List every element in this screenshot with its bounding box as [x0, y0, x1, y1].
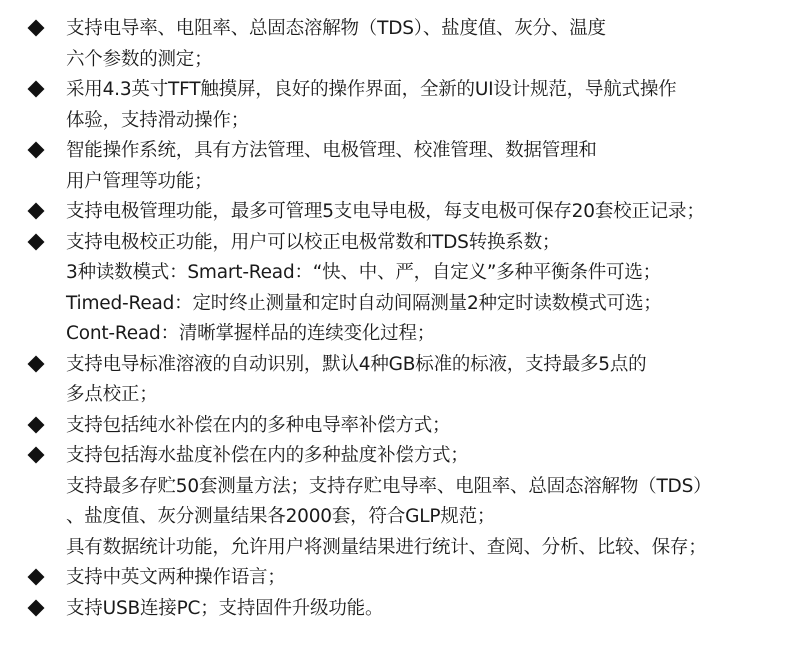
list-item	[0, 14, 790, 45]
list-item	[0, 289, 790, 320]
list-item-text: Timed-Read：定时终止测量和定时自动间隔测量2种定时读数模式可选；	[66, 292, 662, 314]
list-item-text: 支持包括海水盐度补偿在内的多种盐度补偿方式；	[66, 445, 469, 466]
list-item	[0, 411, 790, 442]
list-item	[0, 563, 790, 594]
list-item-text: 采用4.3英寸TFT触摸屏，良好的操作界面，全新的UI设计规范，导航式操作	[66, 79, 677, 100]
list-item	[0, 594, 790, 625]
list-item-text: 六个参数的测定；	[66, 48, 213, 70]
list-item-text: 支持包括纯水补偿在内的多种电导率补偿方式；	[66, 414, 451, 436]
list-item	[0, 45, 790, 76]
list-item	[0, 228, 790, 259]
list-item	[0, 472, 790, 503]
diamond-bullet-icon	[29, 21, 43, 35]
list-item	[0, 75, 790, 106]
list-item	[0, 319, 790, 350]
list-item-text: 具有数据统计功能，允许用户将测量结果进行统计、查阅、分析、比较、保存；	[66, 536, 707, 558]
list-item-text: 支持电导率、电阻率、总固态溶解物（TDS）、盐度值、灰分、温度	[66, 18, 606, 39]
diamond-bullet-icon	[29, 204, 43, 218]
diamond-bullet-icon	[29, 601, 43, 615]
diamond-bullet-icon	[29, 82, 43, 96]
diamond-bullet-icon	[29, 235, 43, 249]
list-item-text: 、盐度值、灰分测量结果各2000套，符合GLP规范；	[66, 506, 496, 527]
diamond-bullet-icon	[29, 143, 43, 157]
diamond-bullet-icon	[29, 448, 43, 462]
list-item	[0, 258, 790, 289]
list-item-text: 支持中英文两种操作语言；	[66, 567, 286, 588]
list-item	[0, 136, 790, 167]
list-item	[0, 167, 790, 198]
list-item-text: 支持最多存贮50套测量方法；支持存贮电导率、电阻率、总固态溶解物（TDS）	[66, 475, 712, 497]
list-item-text: 体验，支持滑动操作；	[66, 109, 250, 131]
list-item-text: 3种读数模式：Smart-Read：“快、中、严，自定义”多种平衡条件可选；	[66, 262, 661, 283]
list-item-text: 支持电导标准溶液的自动识别，默认4种GB标准的标液，支持最多5点的	[66, 353, 647, 375]
diamond-bullet-icon	[29, 357, 43, 371]
list-item	[0, 441, 790, 472]
list-item	[0, 533, 790, 564]
list-item-text: 用户管理等功能；	[66, 170, 213, 192]
diamond-bullet-icon	[29, 570, 43, 584]
list-item	[0, 502, 790, 533]
list-item	[0, 350, 790, 381]
list-item-text: 智能操作系统，具有方法管理、电极管理、校准管理、数据管理和	[66, 140, 597, 161]
list-item-text: 多点校正；	[66, 384, 158, 405]
list-item-text: 支持电极管理功能，最多可管理5支电导电极，每支电极可保存20套校正记录；	[66, 201, 705, 222]
list-item-text: Cont-Read：清晰掌握样品的连续变化过程；	[66, 323, 436, 344]
list-item-text: 支持USB连接PC；支持固件升级功能。	[66, 597, 384, 619]
list-item	[0, 380, 790, 411]
list-item-text: 支持电极校正功能，用户可以校正电极常数和TDS转换系数；	[66, 231, 561, 253]
diamond-bullet-icon	[29, 418, 43, 432]
list-item	[0, 197, 790, 228]
list-item	[0, 106, 790, 137]
